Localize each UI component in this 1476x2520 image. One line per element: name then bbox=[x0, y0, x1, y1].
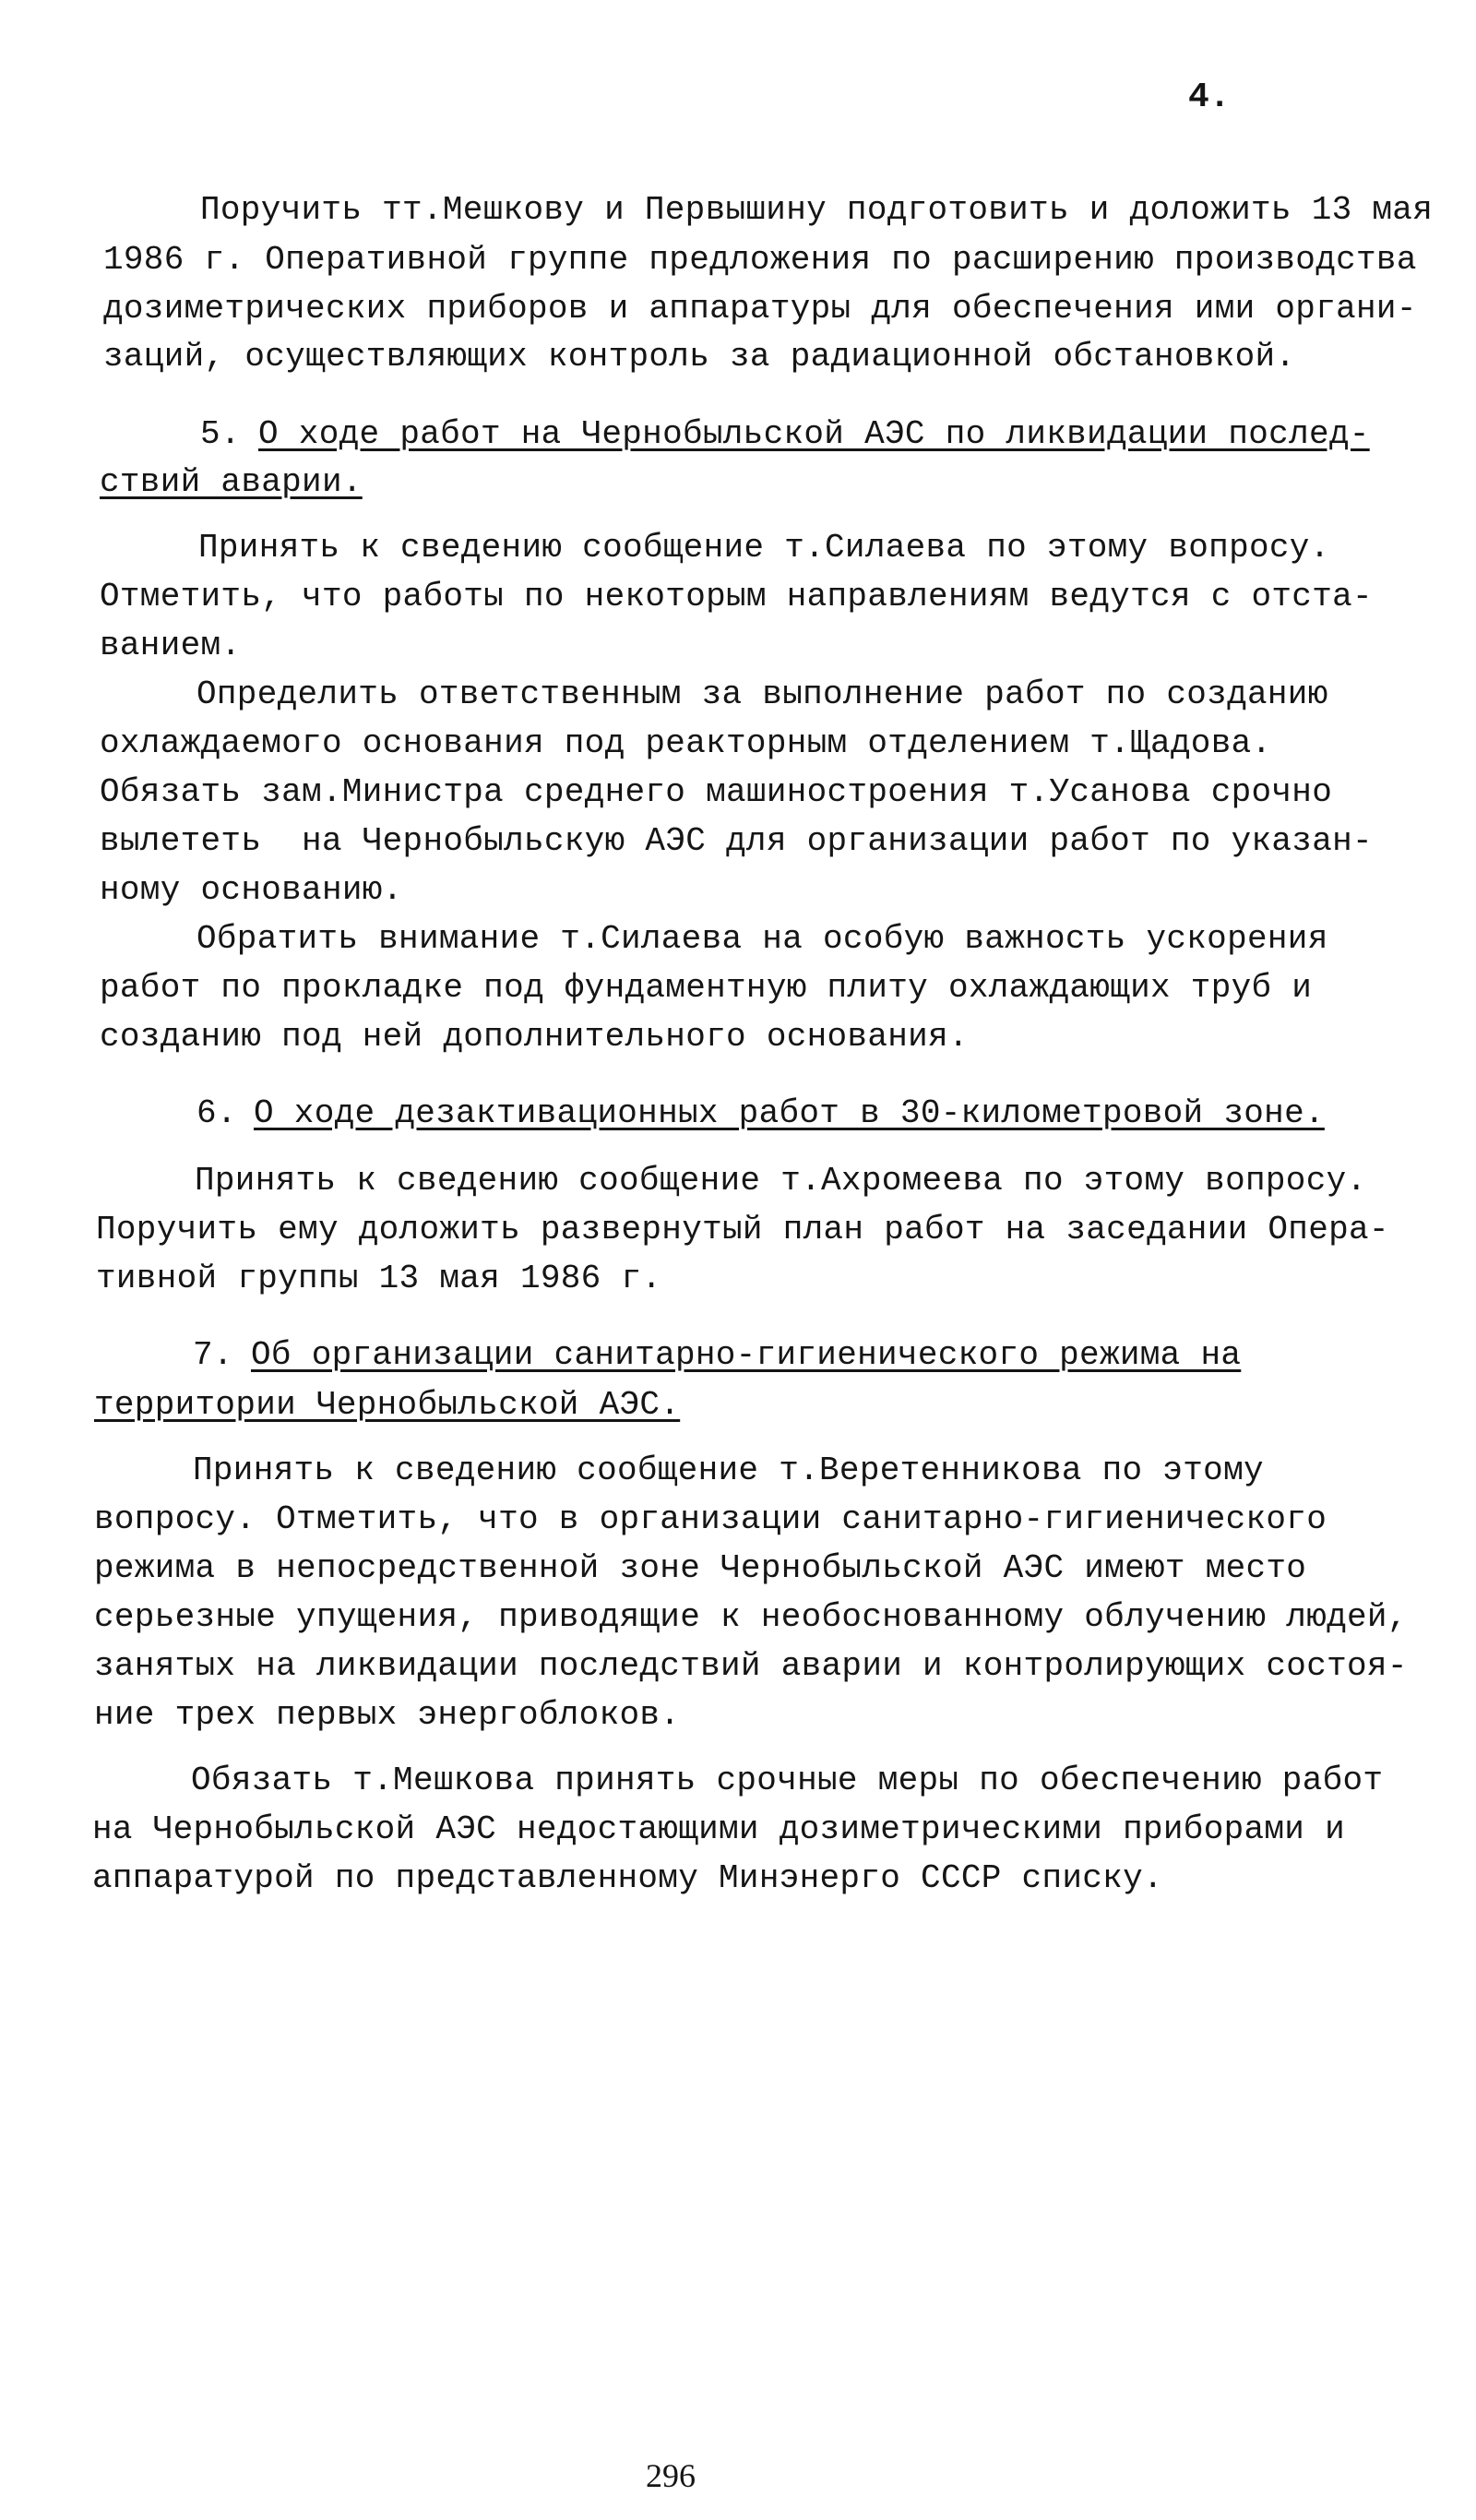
page-number: 4. bbox=[1188, 78, 1231, 117]
text-line: вылететь на Чернобыльскую АЭС для организации работ по указан- bbox=[100, 822, 1373, 860]
text-line: Принять к сведению сообщение т.Ахромеева по этому вопросу. bbox=[195, 1162, 1367, 1200]
item-title-line: О ходе работ на Чернобыльской АЭС по ликвидации послед- bbox=[258, 415, 1370, 453]
text-line: аппаратурой по представленному Минэнерго СССР списку. bbox=[92, 1859, 1163, 1897]
text-line: работ по прокладке под фундаментную плиту охлаждающих труб и bbox=[100, 969, 1313, 1007]
text-line: Обратить внимание т.Силаева на особую важность ускорения bbox=[196, 920, 1328, 958]
text-line: Принять к сведению сообщение т.Веретенникова по этому bbox=[193, 1451, 1264, 1489]
text-line: на Чернобыльской АЭС недостающими дозиметрическими приборами и bbox=[92, 1810, 1346, 1848]
text-line: охлаждаемого основания под реакторным отделением т.Щадова. bbox=[100, 724, 1272, 762]
text-line: Поручить ему доложить развернутый план работ на заседании Опера- bbox=[96, 1211, 1389, 1248]
item-title-line: территории Чернобыльской АЭС. bbox=[94, 1386, 681, 1424]
item-number: 6. bbox=[196, 1094, 237, 1132]
text-line: Обязать т.Мешкова принять срочные меры по обеспечению работ bbox=[191, 1762, 1384, 1799]
text-line: заций, осуществляющих контроль за радиационной обстановкой. bbox=[103, 338, 1296, 376]
item-title-line: Об организации санитарно-гигиенического режима на bbox=[251, 1336, 1242, 1374]
text-line: ному основанию. bbox=[100, 871, 403, 909]
text-line: режима в непосредственной зоне Чернобыльской АЭС имеют место bbox=[94, 1549, 1307, 1587]
text-line: Отметить, что работы по некоторым направлениям ведутся с отста- bbox=[100, 578, 1373, 615]
text-line: ванием. bbox=[100, 627, 242, 664]
text-line: Принять к сведению сообщение т.Силаева по этому вопросу. bbox=[198, 529, 1330, 567]
text-line: Обязать зам.Министра среднего машиностроения т.Усанова срочно bbox=[100, 773, 1333, 811]
item-title-line: О ходе дезактивационных работ в 30-километровой зоне. bbox=[254, 1094, 1325, 1132]
text-line: занятых на ликвидации последствий аварии и контролирующих состоя- bbox=[94, 1647, 1408, 1685]
archive-page-number: 296 bbox=[646, 2457, 696, 2494]
text-line: 1986 г. Оперативной группе предложения по расширению производства bbox=[103, 241, 1417, 279]
text-line: ние трех первых энергоблоков. bbox=[94, 1696, 681, 1734]
text-line: тивной группы 13 мая 1986 г. bbox=[96, 1260, 662, 1297]
item-number: 5. bbox=[200, 415, 241, 453]
text-line: Поручить тт.Мешкову и Первышину подготовить и доложить 13 мая bbox=[200, 191, 1434, 229]
text-line: дозиметрических приборов и аппаратуры для обеспечения ими органи- bbox=[103, 290, 1417, 328]
item-title-line: ствий аварии. bbox=[100, 463, 363, 501]
text-line: вопросу. Отметить, что в организации санитарно-гигиенического bbox=[94, 1500, 1327, 1538]
text-line: Определить ответственным за выполнение работ по созданию bbox=[196, 675, 1328, 713]
text-line: серьезные упущения, приводящие к необоснованному облучению людей, bbox=[94, 1598, 1408, 1636]
text-line: созданию под ней дополнительного основания. bbox=[100, 1018, 969, 1056]
item-number: 7. bbox=[193, 1336, 233, 1374]
